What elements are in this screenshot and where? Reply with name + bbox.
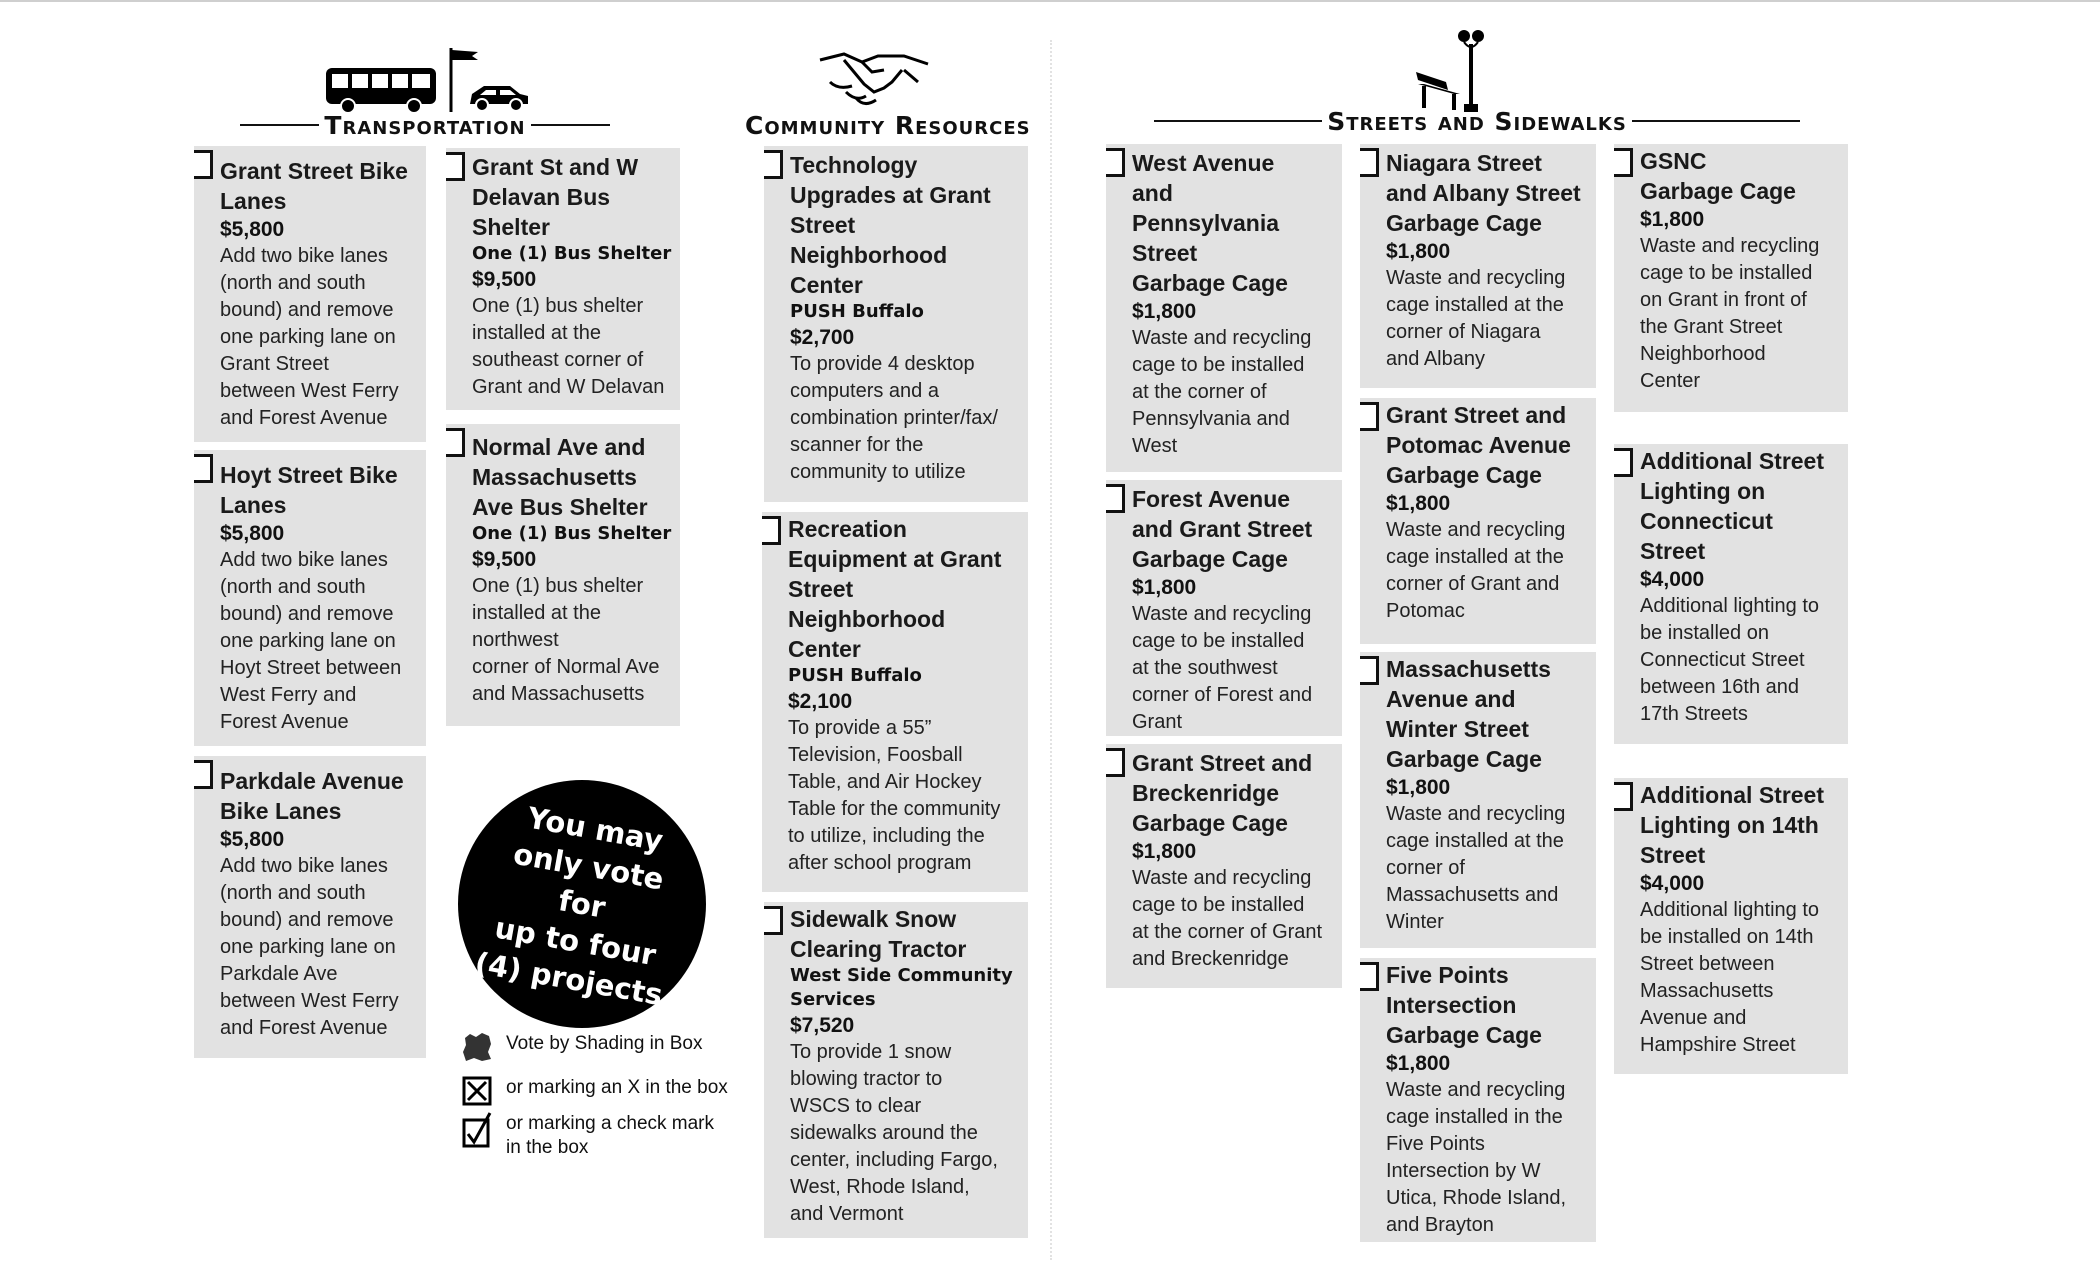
project-title: Five Points Intersection Garbage Cage	[1386, 962, 1542, 1048]
project-title: Technology Upgrades at Grant Street Neighborhood Center	[790, 152, 991, 298]
project-cost: $1,800	[1386, 240, 1451, 263]
legend-shade-text: Vote by Shading in Box	[506, 1033, 703, 1054]
street-lamp-icon	[1456, 26, 1486, 114]
project-cost: $1,800	[1640, 208, 1705, 231]
project-sponsor: PUSH Buffalo	[790, 301, 924, 322]
vote-checkbox[interactable]	[1360, 656, 1379, 685]
project-title: Additional Street Lighting on 14th Street	[1640, 782, 1825, 868]
legend-check	[462, 1112, 714, 1160]
project-description: Add two bike lanes (north and south bound) and remove one parking lane on Parkdale Ave between West Ferry and Forest Avenue	[220, 855, 399, 1039]
project-cost: $2,700	[790, 326, 855, 349]
project-cost: $5,800	[220, 218, 285, 241]
project-cost: $1,800	[1132, 576, 1197, 599]
section-title-transportation: Transportation	[324, 110, 526, 140]
project-title: Niagara Street and Albany Street Garbage Cage	[1386, 150, 1581, 236]
project-card	[1360, 958, 1596, 1242]
project-description: One (1) bus shelter installed at the southeast corner of Grant and W Delavan	[472, 295, 665, 398]
top-border	[0, 0, 2100, 2]
section-title-streets: Streets and Sidewalks	[1327, 106, 1627, 136]
project-card	[1614, 444, 1848, 744]
shaded-box-icon	[462, 1032, 492, 1062]
project-cost: $1,800	[1132, 300, 1197, 323]
vote-checkbox[interactable]	[1360, 962, 1379, 991]
project-cost: $9,500	[472, 548, 537, 571]
project-cost: $4,000	[1640, 872, 1705, 895]
project-title: Additional Street Lighting on Connecticut Street	[1640, 448, 1825, 564]
x-box-icon	[462, 1076, 492, 1106]
vote-checkbox[interactable]	[1106, 484, 1125, 513]
project-description: Add two bike lanes (north and south bound) and remove one parking lane on Hoyt Street between West Ferry and Forest Avenue	[220, 549, 402, 733]
project-card	[1614, 144, 1848, 412]
project-card	[1360, 398, 1596, 644]
project-sponsor: PUSH Buffalo	[788, 665, 922, 686]
check-box-icon	[462, 1112, 492, 1148]
project-card	[1614, 778, 1848, 1074]
project-cost: $1,800	[1386, 776, 1451, 799]
vote-checkbox[interactable]	[194, 454, 213, 483]
project-title: Recreation Equipment at Grant Street Neighborhood Center	[788, 516, 1002, 662]
project-cost: $9,500	[472, 268, 537, 291]
project-title: Normal Ave and Massachusetts Ave Bus Shelter	[472, 434, 648, 520]
project-sponsor: One (1) Bus Shelter	[472, 243, 672, 264]
project-title: Hoyt Street Bike Lanes	[220, 462, 398, 518]
project-description: Waste and recycling cage to be installed at the corner of Pennsylvania and West	[1132, 327, 1312, 457]
project-cost: $1,800	[1386, 492, 1451, 515]
vote-checkbox[interactable]	[1614, 148, 1633, 177]
project-card	[1106, 744, 1342, 988]
project-card	[762, 512, 1028, 892]
project-card	[1360, 144, 1596, 388]
vote-checkbox[interactable]	[1360, 402, 1379, 431]
project-title: Grant Street and Potomac Avenue Garbage Cage	[1386, 402, 1571, 488]
project-card	[194, 146, 426, 442]
project-title: GSNC Garbage Cage	[1640, 148, 1796, 204]
project-description: Waste and recycling cage installed at the corner of Grant and Potomac	[1386, 519, 1566, 622]
project-description: Waste and recycling cage to be installed at the southwest corner of Forest and Grant	[1132, 603, 1313, 733]
project-description: Additional lighting to be installed on 14th Street between Massachusetts Avenue and Hampshire Street	[1640, 899, 1820, 1056]
project-description: Waste and recycling cage installed in the Five Points Intersection by W Utica, Rhode Island, and Brayton	[1386, 1079, 1567, 1236]
project-card	[1360, 652, 1596, 948]
project-description: To provide 1 snow blowing tractor to WSCS to clear sidewalks around the center, including Fargo, West, Rhode Island, and Vermont	[790, 1041, 998, 1225]
vote-checkbox[interactable]	[1614, 448, 1633, 477]
project-title: Grant Street Bike Lanes	[220, 158, 408, 214]
section-header-transportation	[240, 110, 610, 140]
project-title: Forest Avenue and Grant Street Garbage Cage	[1132, 486, 1313, 572]
vote-checkbox[interactable]	[764, 150, 783, 179]
vote-limit-notice	[458, 780, 706, 1028]
handshake-icon	[818, 46, 930, 110]
project-description: Waste and recycling cage installed at the corner of Niagara and Albany	[1386, 267, 1566, 370]
section-header-community	[740, 110, 1036, 140]
vote-checkbox[interactable]	[764, 906, 783, 935]
column-divider	[1050, 40, 1052, 1260]
project-title: Grant St and W Delavan Bus Shelter	[472, 154, 639, 240]
vote-checkbox[interactable]	[1106, 748, 1125, 777]
vote-checkbox[interactable]	[446, 152, 465, 181]
project-title: Massachusetts Avenue and Winter Street Garbage Cage	[1386, 656, 1551, 772]
project-description: Waste and recycling cage installed at the corner of Massachusetts and Winter	[1386, 803, 1566, 933]
project-description: Waste and recycling cage to be installed at the corner of Grant and Breckenridge	[1132, 867, 1323, 970]
vote-checkbox[interactable]	[1360, 148, 1379, 177]
project-cost: $7,520	[790, 1014, 855, 1037]
project-description: To provide 4 desktop computers and a combination printer/fax/ scanner for the community to utilize	[790, 353, 998, 483]
project-title: Grant Street and Breckenridge Garbage Cage	[1132, 750, 1313, 836]
bus-icon	[324, 66, 438, 116]
project-cost: $4,000	[1640, 568, 1705, 591]
legend-x	[462, 1076, 728, 1106]
legend-shade	[462, 1032, 702, 1062]
section-title-community: Community Resources	[745, 110, 1031, 140]
project-card	[194, 756, 426, 1058]
vote-checkbox[interactable]	[194, 150, 213, 179]
project-cost: $1,800	[1386, 1052, 1451, 1075]
project-title: West Avenue and Pennsylvania Street Garbage Cage	[1132, 150, 1288, 296]
project-card	[1106, 144, 1342, 472]
legend-x-text: or marking an X in the box	[506, 1077, 728, 1098]
project-card	[1106, 480, 1342, 736]
project-sponsor: One (1) Bus Shelter	[472, 523, 672, 544]
project-title: Sidewalk Snow Clearing Tractor	[790, 906, 967, 962]
project-card	[764, 146, 1028, 502]
section-header-streets	[1154, 106, 1800, 136]
legend-check-text: or marking a check mark in the box	[506, 1113, 715, 1158]
car-icon	[466, 82, 532, 112]
project-cost: $1,800	[1132, 840, 1197, 863]
vote-limit-text: You may only vote for up to four (4) projects	[472, 800, 667, 1013]
project-description: Waste and recycling cage to be installed on Grant in front of the Grant Street Neighborhood Center	[1640, 235, 1820, 392]
vote-checkbox[interactable]	[762, 516, 781, 545]
project-cost: $2,100	[788, 690, 853, 713]
project-sponsor: West Side Community Services	[790, 965, 1013, 1010]
vote-checkbox[interactable]	[446, 428, 465, 457]
project-description: Additional lighting to be installed on Connecticut Street between 16th and 17th Streets	[1640, 595, 1820, 725]
project-card	[764, 902, 1028, 1238]
project-cost: $5,800	[220, 828, 285, 851]
project-description: One (1) bus shelter installed at the northwest corner of Normal Ave and Massachusetts	[472, 575, 660, 705]
project-description: Add two bike lanes (north and south bound) and remove one parking lane on Grant Street between West Ferry and Forest Avenue	[220, 245, 399, 429]
vote-checkbox[interactable]	[194, 760, 213, 789]
project-title: Parkdale Avenue Bike Lanes	[220, 768, 404, 824]
project-card	[194, 450, 426, 746]
project-cost: $5,800	[220, 522, 285, 545]
project-card	[446, 148, 680, 410]
vote-checkbox[interactable]	[1106, 148, 1125, 177]
project-description: To provide a 55” Television, Foosball Table, and Air Hockey Table for the community to utilize, including the after school program	[788, 717, 1001, 874]
project-card	[446, 424, 680, 726]
vote-checkbox[interactable]	[1614, 782, 1633, 811]
